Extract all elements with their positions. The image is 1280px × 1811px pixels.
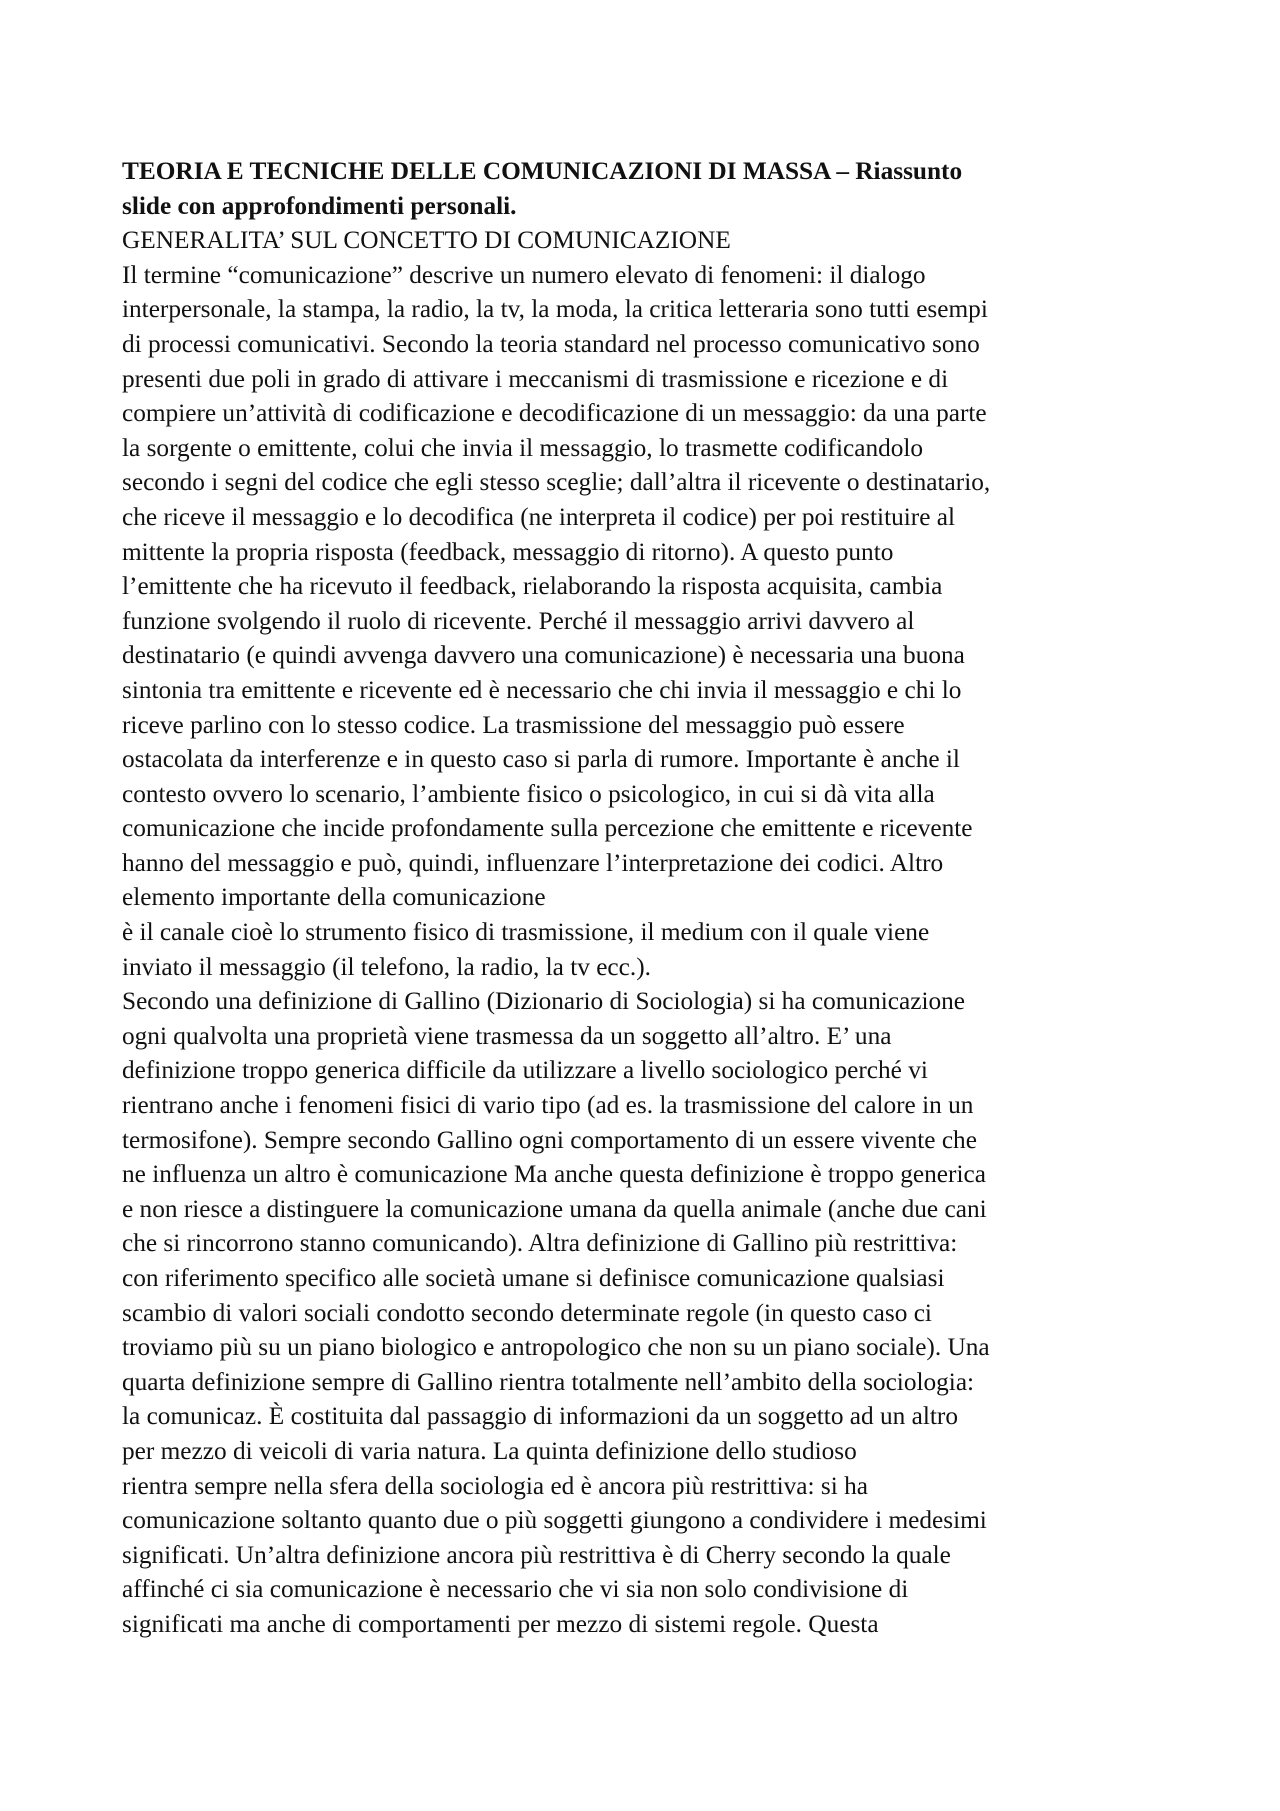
text-line: significati ma anche di comportamenti per mezzo di sistemi regole. Questa <box>122 1609 879 1638</box>
text-line: funzione svolgendo il ruolo di ricevente. Perché il messaggio arrivi davvero al <box>122 606 915 635</box>
text-line: ogni qualvolta una proprietà viene trasmessa da un soggetto all’altro. E’ una <box>122 1021 892 1050</box>
text-line: comunicazione soltanto quanto due o più soggetti giungono a condividere i medesimi <box>122 1506 987 1535</box>
title-line: slide con approfondimenti personali. <box>122 191 517 220</box>
text-line: interpersonale, la stampa, la radio, la tv, la moda, la critica letteraria sono tutti esempi <box>122 295 988 324</box>
document-body <box>122 154 1174 1642</box>
text-line: inviato il messaggio (il telefono, la radio, la tv ecc.). <box>122 952 651 981</box>
document-title <box>122 154 1174 223</box>
text-line: definizione troppo generica difficile da utilizzare a livello sociologico perché vi <box>122 1056 928 1085</box>
text-line: di processi comunicativi. Secondo la teoria standard nel processo comunicativo sono <box>122 329 980 358</box>
text-line: con riferimento specifico alle società umane si definisce comunicazione qualsiasi <box>122 1264 945 1292</box>
text-line: presenti due poli in grado di attivare i meccanismi di trasmissione e ricezione e di <box>122 364 949 393</box>
text-line: Secondo una definizione di Gallino (Dizionario di Sociologia) si ha comunicazione <box>122 987 965 1016</box>
title-line: TEORIA E TECNICHE DELLE COMUNICAZIONI DI MASSA – Riassunto <box>122 157 963 185</box>
text-line: destinatario (e quindi avvenga davvero una comunicazione) è necessaria una buona <box>122 641 965 670</box>
text-line: la comunicaz. È costituita dal passaggio di informazioni da un soggetto ad un altro <box>122 1402 958 1431</box>
text-line: quarta definizione sempre di Gallino rientra totalmente nell’ambito della sociologia: <box>122 1367 975 1396</box>
text-line: rientra sempre nella sfera della sociologia ed è ancora più restrittiva: si ha <box>122 1471 868 1500</box>
text-line: elemento importante della comunicazione <box>122 883 546 912</box>
text-line: riceve parlino con lo stesso codice. La trasmissione del messaggio può essere <box>122 710 905 739</box>
text-line: scambio di valori sociali condotto secondo determinate regole (in questo caso ci <box>122 1298 932 1327</box>
text-line: Il termine “comunicazione” descrive un numero elevato di fenomeni: il dialogo <box>122 260 926 289</box>
text-line: contesto ovvero lo scenario, l’ambiente fisico o psicologico, in cui si dà vita alla <box>122 779 935 808</box>
text-line: affinché ci sia comunicazione è necessario che vi sia non solo condivisione di <box>122 1575 909 1604</box>
text-line: per mezzo di veicoli di varia natura. La quinta definizione dello studioso <box>122 1436 857 1465</box>
text-line: l’emittente che ha ricevuto il feedback, rielaborando la risposta acquisita, cambia <box>122 572 943 601</box>
text-line: significati. Un’altra definizione ancora più restrittiva è di Cherry secondo la quale <box>122 1540 951 1569</box>
text-line: che si rincorrono stanno comunicando). Altra definizione di Gallino più restrittiva: <box>122 1229 958 1258</box>
text-line: compiere un’attività di codificazione e decodificazione di un messaggio: da una parte <box>122 399 987 428</box>
text-line: secondo i segni del codice che egli stesso sceglie; dall’altra il ricevente o destinatario, <box>122 468 991 497</box>
text-line: comunicazione che incide profondamente sulla percezione che emittente e ricevente <box>122 814 973 843</box>
text-line: sintonia tra emittente e ricevente ed è necessario che chi invia il messaggio e chi lo <box>122 675 962 704</box>
section-heading: GENERALITA’ SUL CONCETTO DI COMUNICAZIONE <box>122 226 731 255</box>
text-line: hanno del messaggio e può, quindi, influenzare l’interpretazione dei codici. Altro <box>122 848 944 877</box>
text-line: ne influenza un altro è comunicazione Ma anche questa definizione è troppo generica <box>122 1160 986 1189</box>
text-line: è il canale cioè lo strumento fisico di trasmissione, il medium con il quale viene <box>122 918 930 947</box>
text-line: termosifone). Sempre secondo Gallino ogni comportamento di un essere vivente che <box>122 1125 977 1154</box>
text-line: troviamo più su un piano biologico e antropologico che non su un piano sociale). Una <box>122 1333 990 1362</box>
text-line: la sorgente o emittente, colui che invia il messaggio, lo trasmette codificandolo <box>122 433 924 462</box>
text-line: rientrano anche i fenomeni fisici di vario tipo (ad es. la trasmissione del calore in un <box>122 1091 974 1120</box>
text-line: che riceve il messaggio e lo decodifica (ne interpreta il codice) per poi restituire al <box>122 502 956 531</box>
text-line: ostacolata da interferenze e in questo caso si parla di rumore. Importante è anche il <box>122 745 960 774</box>
text-line: mittente la propria risposta (feedback, messaggio di ritorno). A questo punto <box>122 537 894 566</box>
text-line: e non riesce a distinguere la comunicazione umana da quella animale (anche due cani <box>122 1194 987 1223</box>
document-text <box>122 223 1174 1641</box>
